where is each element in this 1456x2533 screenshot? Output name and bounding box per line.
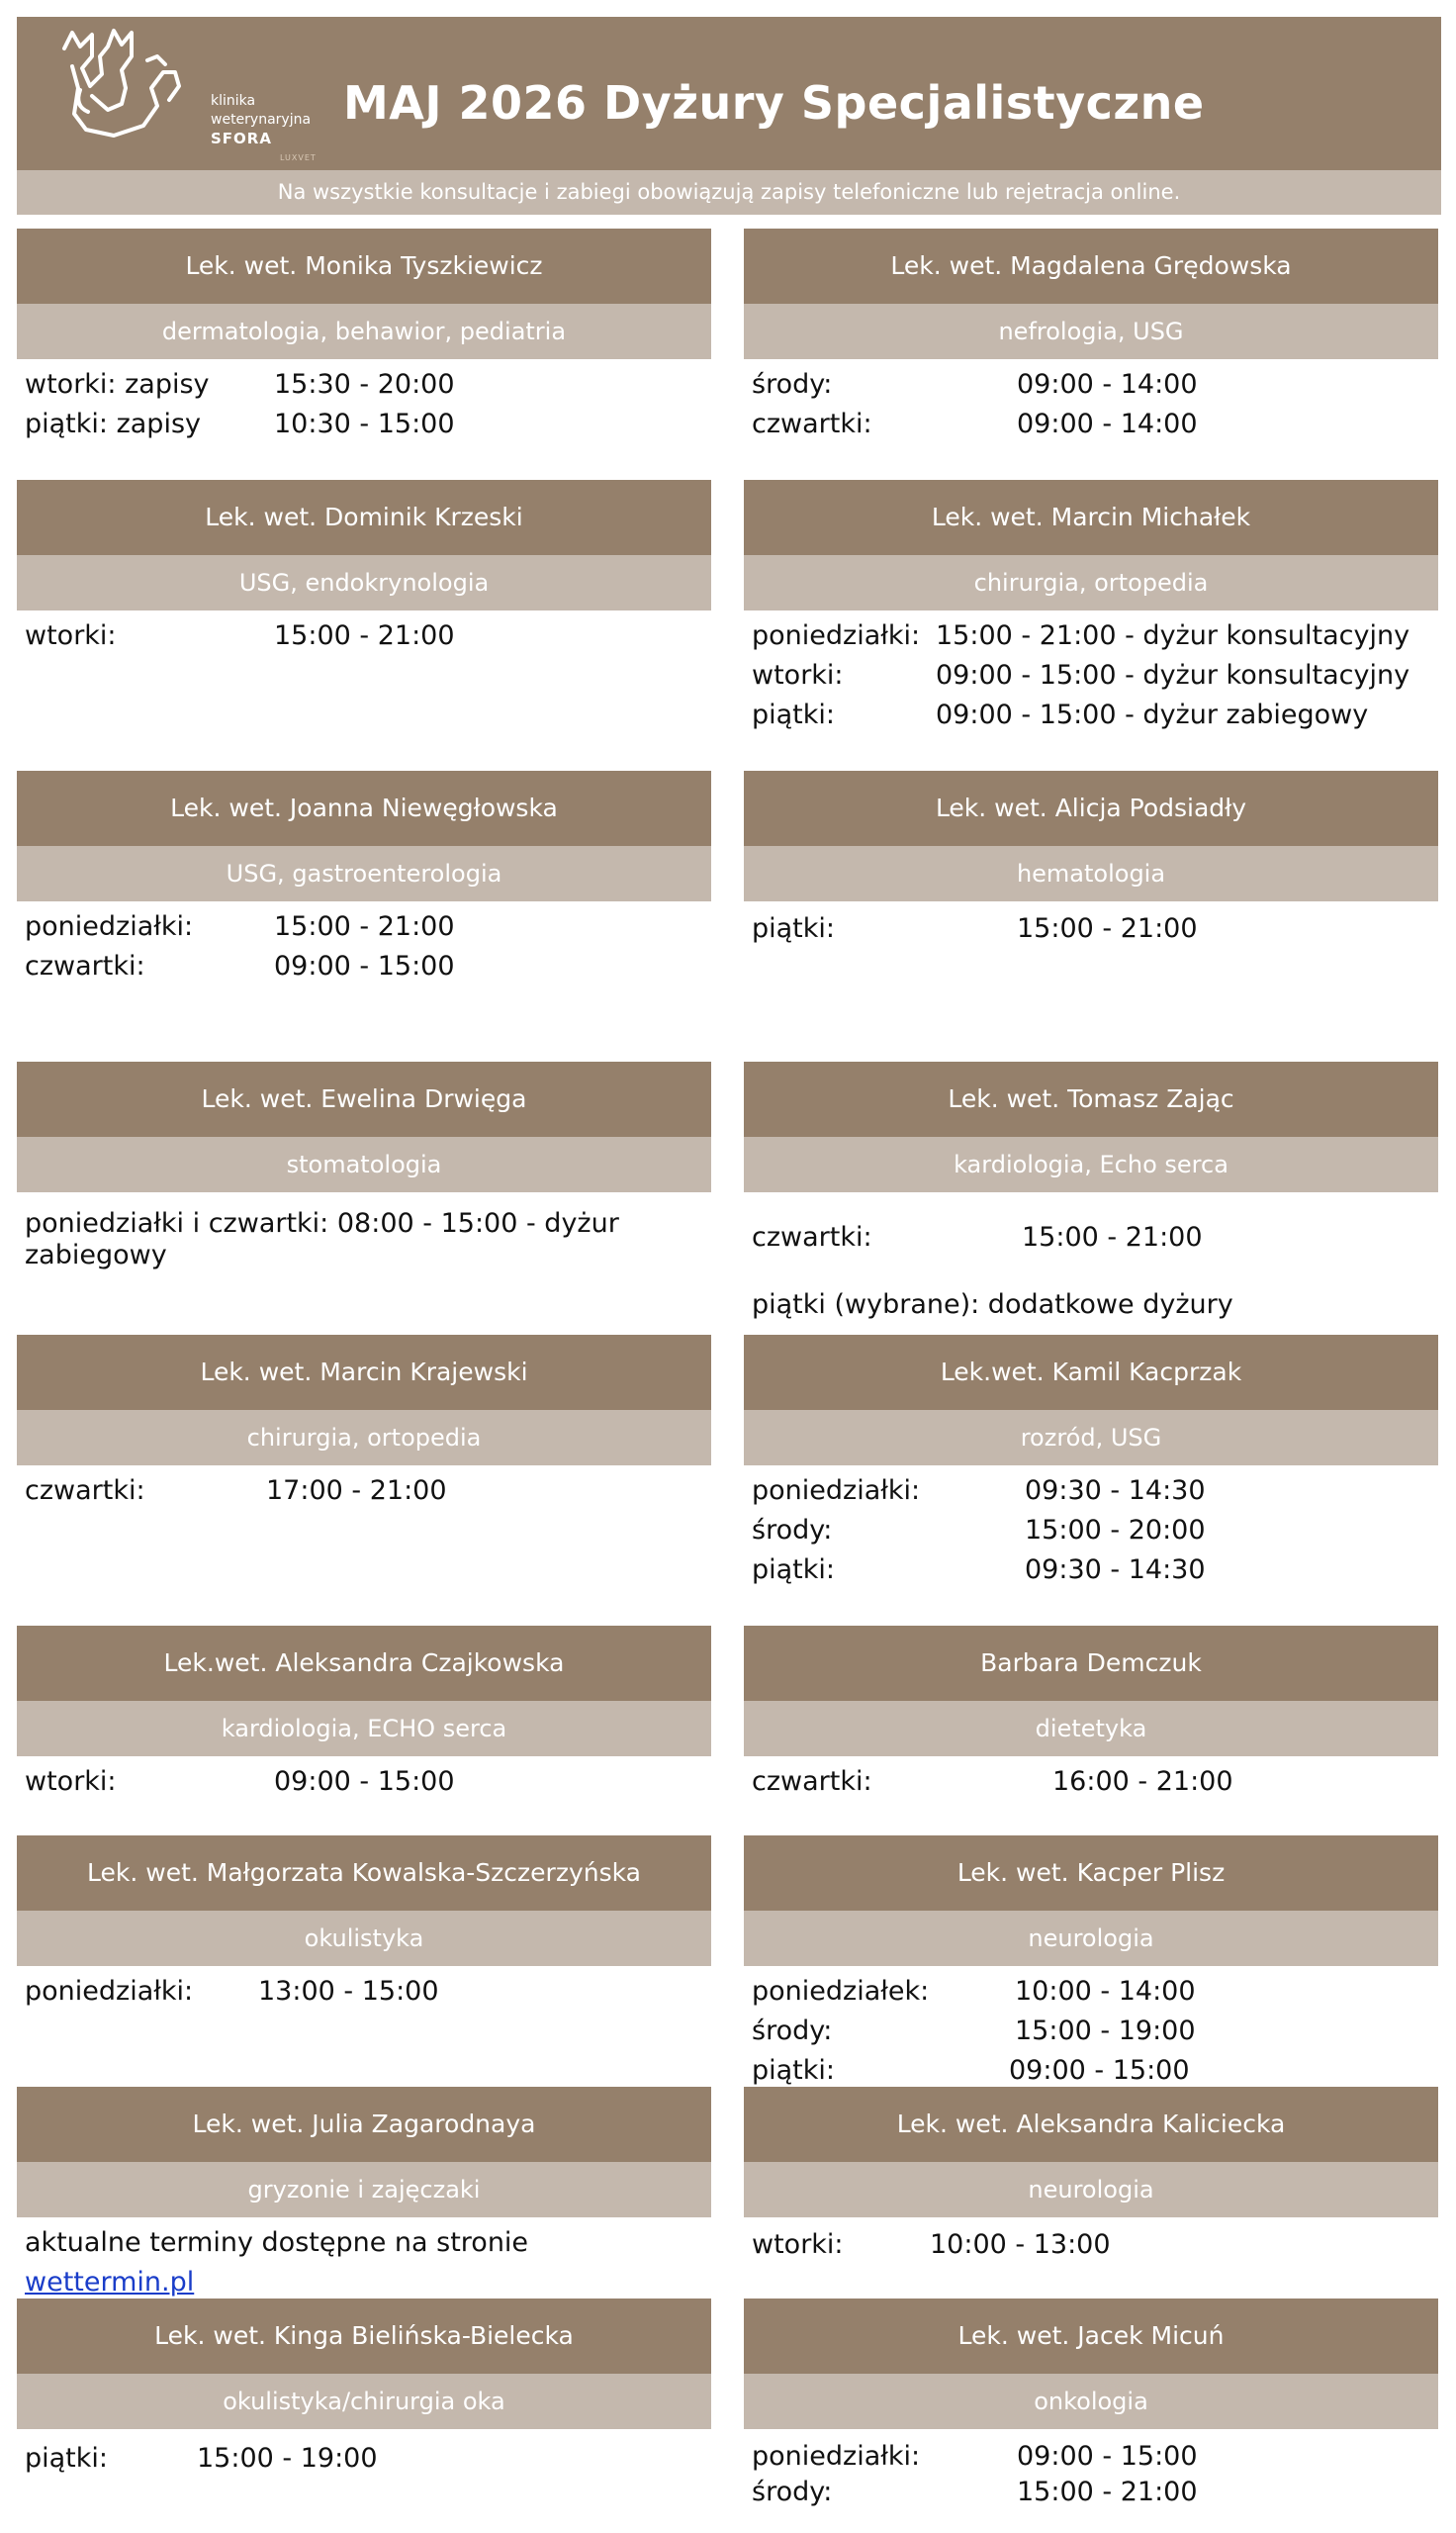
schedule-row	[752, 1762, 1438, 1802]
header-banner	[17, 17, 1441, 170]
doctor-card	[17, 771, 711, 986]
schedule-row	[752, 2475, 1438, 2510]
schedule-day: poniedziałki:	[752, 620, 921, 651]
schedule-hours: 15:30 - 20:00	[274, 369, 455, 400]
schedule-day: piątki:	[752, 2055, 836, 2086]
schedule-day: czwartki:	[752, 1222, 872, 1253]
animal-logo-icon	[52, 27, 201, 155]
doctor-specialty: neurologia	[744, 1911, 1438, 1966]
doctor-name: Lek. wet. Tomasz Zając	[744, 1062, 1438, 1137]
doctor-card	[744, 771, 1438, 949]
schedule-hours: 09:30 - 14:30	[1025, 1475, 1206, 1506]
doctor-card	[744, 480, 1438, 735]
schedule-row	[25, 1972, 711, 2012]
schedule-day: czwartki:	[25, 951, 145, 982]
doctor-name: Barbara Demczuk	[744, 1626, 1438, 1701]
logo-sub: LUXVET	[280, 153, 317, 162]
schedule-day: czwartki:	[752, 1766, 872, 1797]
doctor-specialty: dietetyka	[744, 1701, 1438, 1756]
schedule-day: środy:	[752, 369, 833, 400]
schedule-day: wtorki: zapisy	[25, 369, 210, 400]
schedule-row	[752, 1471, 1438, 1511]
schedule-row	[752, 365, 1438, 405]
doctor-name: Lek. wet. Magdalena Grędowska	[744, 229, 1438, 304]
schedule-day: wtorki:	[25, 1766, 117, 1797]
subtitle-bar: Na wszystkie konsultacje i zabiegi obowiązują zapisy telefoniczne lub rejetracja online.	[17, 170, 1441, 215]
schedule-hours: 15:00 - 21:00	[274, 620, 455, 651]
schedule-hours: 09:00 - 15:00	[274, 951, 455, 982]
schedule-day: czwartki:	[25, 1475, 145, 1506]
schedule-hours: 15:00 - 21:00	[1017, 2477, 1198, 2507]
schedule-hours: 09:00 - 15:00 - dyżur zabiegowy	[936, 700, 1369, 730]
schedule-row	[25, 1471, 711, 1511]
schedule-hours: 15:00 - 19:00	[1015, 2016, 1196, 2046]
schedule-hours: 09:00 - 14:00	[1017, 369, 1198, 400]
schedule-row	[752, 656, 1438, 696]
logo-brand: SFORA	[211, 130, 272, 147]
schedule-hours: 15:00 - 21:00	[1017, 913, 1198, 944]
schedule-row	[752, 1972, 1438, 2012]
doctor-card	[744, 1835, 1438, 2091]
doctor-card	[17, 1335, 711, 1511]
doctor-name: Lek. wet. Joanna Niewęgłowska	[17, 771, 711, 846]
schedule-day: piątki:	[752, 913, 836, 944]
schedule-hours: 09:00 - 14:00	[1017, 409, 1198, 439]
schedule-row	[752, 696, 1438, 735]
doctor-name: Lek. wet. Jacek Micuń	[744, 2298, 1438, 2374]
doctor-name: Lek. wet. Julia Zagarodnaya	[17, 2087, 711, 2162]
doctor-name: Lek. wet. Kacper Plisz	[744, 1835, 1438, 1911]
schedule-hours: 15:00 - 20:00	[1025, 1515, 1206, 1546]
schedule-hours: 17:00 - 21:00	[266, 1475, 447, 1506]
doctor-name: Lek. wet. Kinga Bielińska-Bielecka	[17, 2298, 711, 2374]
doctor-card	[17, 1835, 711, 2012]
schedule-day: środy:	[752, 2477, 833, 2507]
schedule-day: poniedziałki:	[752, 1475, 921, 1506]
doctor-name: Lek. wet. Marcin Krajewski	[17, 1335, 711, 1410]
doctor-specialty: okulistyka	[17, 1911, 711, 1966]
doctor-specialty: USG, endokrynologia	[17, 555, 711, 610]
schedule-row	[752, 2225, 1438, 2265]
schedule-day: środy:	[752, 2016, 833, 2046]
doctor-card	[744, 1335, 1438, 1590]
doctor-name: Lek. wet. Małgorzata Kowalska-Szczerzyńska	[17, 1835, 711, 1911]
schedule-day: piątki:	[25, 2443, 109, 2474]
schedule-day: poniedziałki:	[25, 1976, 194, 2007]
logo-line-2: weterynaryjna	[211, 112, 312, 128]
doctor-specialty: nefrologia, USG	[744, 304, 1438, 359]
schedule-hours: 10:30 - 15:00	[274, 409, 455, 439]
doctor-specialty: neurologia	[744, 2162, 1438, 2217]
clinic-logo	[52, 27, 349, 165]
doctor-specialty: kardiologia, Echo serca	[744, 1137, 1438, 1192]
schedule-day: piątki: zapisy	[25, 409, 201, 439]
schedule-row	[752, 909, 1438, 949]
schedule-day: wtorki:	[25, 620, 117, 651]
schedule-note: aktualne terminy dostępne na stronie	[25, 2227, 529, 2258]
schedule-hours: 15:00 - 21:00	[274, 911, 455, 942]
schedule-row	[25, 1762, 711, 1802]
schedule-row	[752, 2012, 1438, 2051]
schedule-row	[752, 2439, 1438, 2475]
schedule-hours: 13:00 - 15:00	[258, 1976, 439, 2007]
doctor-name: Lek. wet. Monika Tyszkiewicz	[17, 229, 711, 304]
schedule-row	[25, 947, 711, 986]
doctor-name: Lek. wet. Marcin Michałek	[744, 480, 1438, 555]
doctor-name: Lek.wet. Aleksandra Czajkowska	[17, 1626, 711, 1701]
schedule-hours: 09:30 - 14:30	[1025, 1554, 1206, 1585]
doctor-card	[17, 229, 711, 444]
schedule-note: poniedziałki i czwartki: 08:00 - 15:00 - dyżur zabiegowy	[25, 1208, 619, 1270]
schedule-day: wtorki:	[752, 2229, 844, 2260]
doctor-specialty: USG, gastroenterologia	[17, 846, 711, 901]
schedule-row	[25, 907, 711, 947]
doctor-card	[744, 2087, 1438, 2265]
schedule-hours: 09:00 - 15:00	[274, 1766, 455, 1797]
doctor-name: Lek. wet. Dominik Krzeski	[17, 480, 711, 555]
doctor-specialty: chirurgia, ortopedia	[744, 555, 1438, 610]
schedule-hours: 10:00 - 13:00	[930, 2229, 1111, 2260]
schedule-day: wtorki:	[752, 660, 844, 691]
schedule-row	[752, 405, 1438, 444]
doctor-card	[17, 2298, 711, 2479]
schedule-row	[752, 616, 1438, 656]
doctor-card	[744, 1062, 1438, 1325]
schedule-hours: 15:00 - 21:00	[1022, 1222, 1203, 1253]
doctor-card	[744, 2298, 1438, 2510]
schedule-day: piątki:	[752, 1554, 836, 1585]
doctor-specialty: hematologia	[744, 846, 1438, 901]
schedule-row	[25, 2439, 711, 2479]
doctor-name: Lek. wet. Ewelina Drwięga	[17, 1062, 711, 1137]
doctor-specialty: okulistyka/chirurgia oka	[17, 2374, 711, 2429]
doctor-name: Lek.wet. Kamil Kacprzak	[744, 1335, 1438, 1410]
doctor-specialty: onkologia	[744, 2374, 1438, 2429]
doctor-card	[17, 1626, 711, 1802]
schedule-hours: 09:00 - 15:00 - dyżur konsultacyjny	[936, 660, 1410, 691]
doctor-card	[744, 1626, 1438, 1802]
doctor-specialty: stomatologia	[17, 1137, 711, 1192]
doctor-specialty: dermatologia, behawior, pediatria	[17, 304, 711, 359]
schedule-extra: piątki (wybrane): dodatkowe dyżury	[752, 1289, 1233, 1320]
schedule-day: piątki:	[752, 700, 836, 730]
schedule-hours: 10:00 - 14:00	[1015, 1976, 1196, 2007]
schedule-day: czwartki:	[752, 409, 872, 439]
schedule-row	[25, 405, 711, 444]
doctor-card	[17, 1062, 711, 1271]
logo-line-1: klinika	[211, 93, 256, 109]
schedule-day: poniedziałek:	[752, 1976, 930, 2007]
doctor-card	[17, 2087, 711, 2302]
doctor-card	[744, 229, 1438, 444]
schedule-hours: 16:00 - 21:00	[1052, 1766, 1233, 1797]
schedule-row	[752, 1550, 1438, 1590]
schedule-day: środy:	[752, 1515, 833, 1546]
schedule-hours: 15:00 - 19:00	[197, 2443, 378, 2474]
schedule-row	[25, 365, 711, 405]
schedule-row	[752, 2051, 1438, 2091]
doctor-card	[17, 480, 711, 656]
wettermin-link[interactable]: wettermin.pl	[25, 2267, 195, 2298]
page-title: MAJ 2026 Dyżury Specjalistyczne	[343, 76, 1205, 130]
schedule-row	[25, 616, 711, 656]
logo-text	[211, 92, 317, 167]
doctor-specialty: rozród, USG	[744, 1410, 1438, 1465]
schedule-hours: 15:00 - 21:00 - dyżur konsultacyjny	[936, 620, 1410, 651]
schedule-row	[752, 1218, 1438, 1258]
doctor-specialty: chirurgia, ortopedia	[17, 1410, 711, 1465]
schedule-hours: 09:00 - 15:00	[1017, 2441, 1198, 2472]
doctor-name: Lek. wet. Aleksandra Kaliciecka	[744, 2087, 1438, 2162]
doctor-name: Lek. wet. Alicja Podsiadły	[744, 771, 1438, 846]
doctor-specialty: kardiologia, ECHO serca	[17, 1701, 711, 1756]
schedule-row	[752, 1511, 1438, 1550]
schedule-hours: 09:00 - 15:00	[1009, 2055, 1190, 2086]
doctor-specialty: gryzonie i zajęczaki	[17, 2162, 711, 2217]
schedule-day: poniedziałki:	[752, 2441, 921, 2472]
schedule-day: poniedziałki:	[25, 911, 194, 942]
